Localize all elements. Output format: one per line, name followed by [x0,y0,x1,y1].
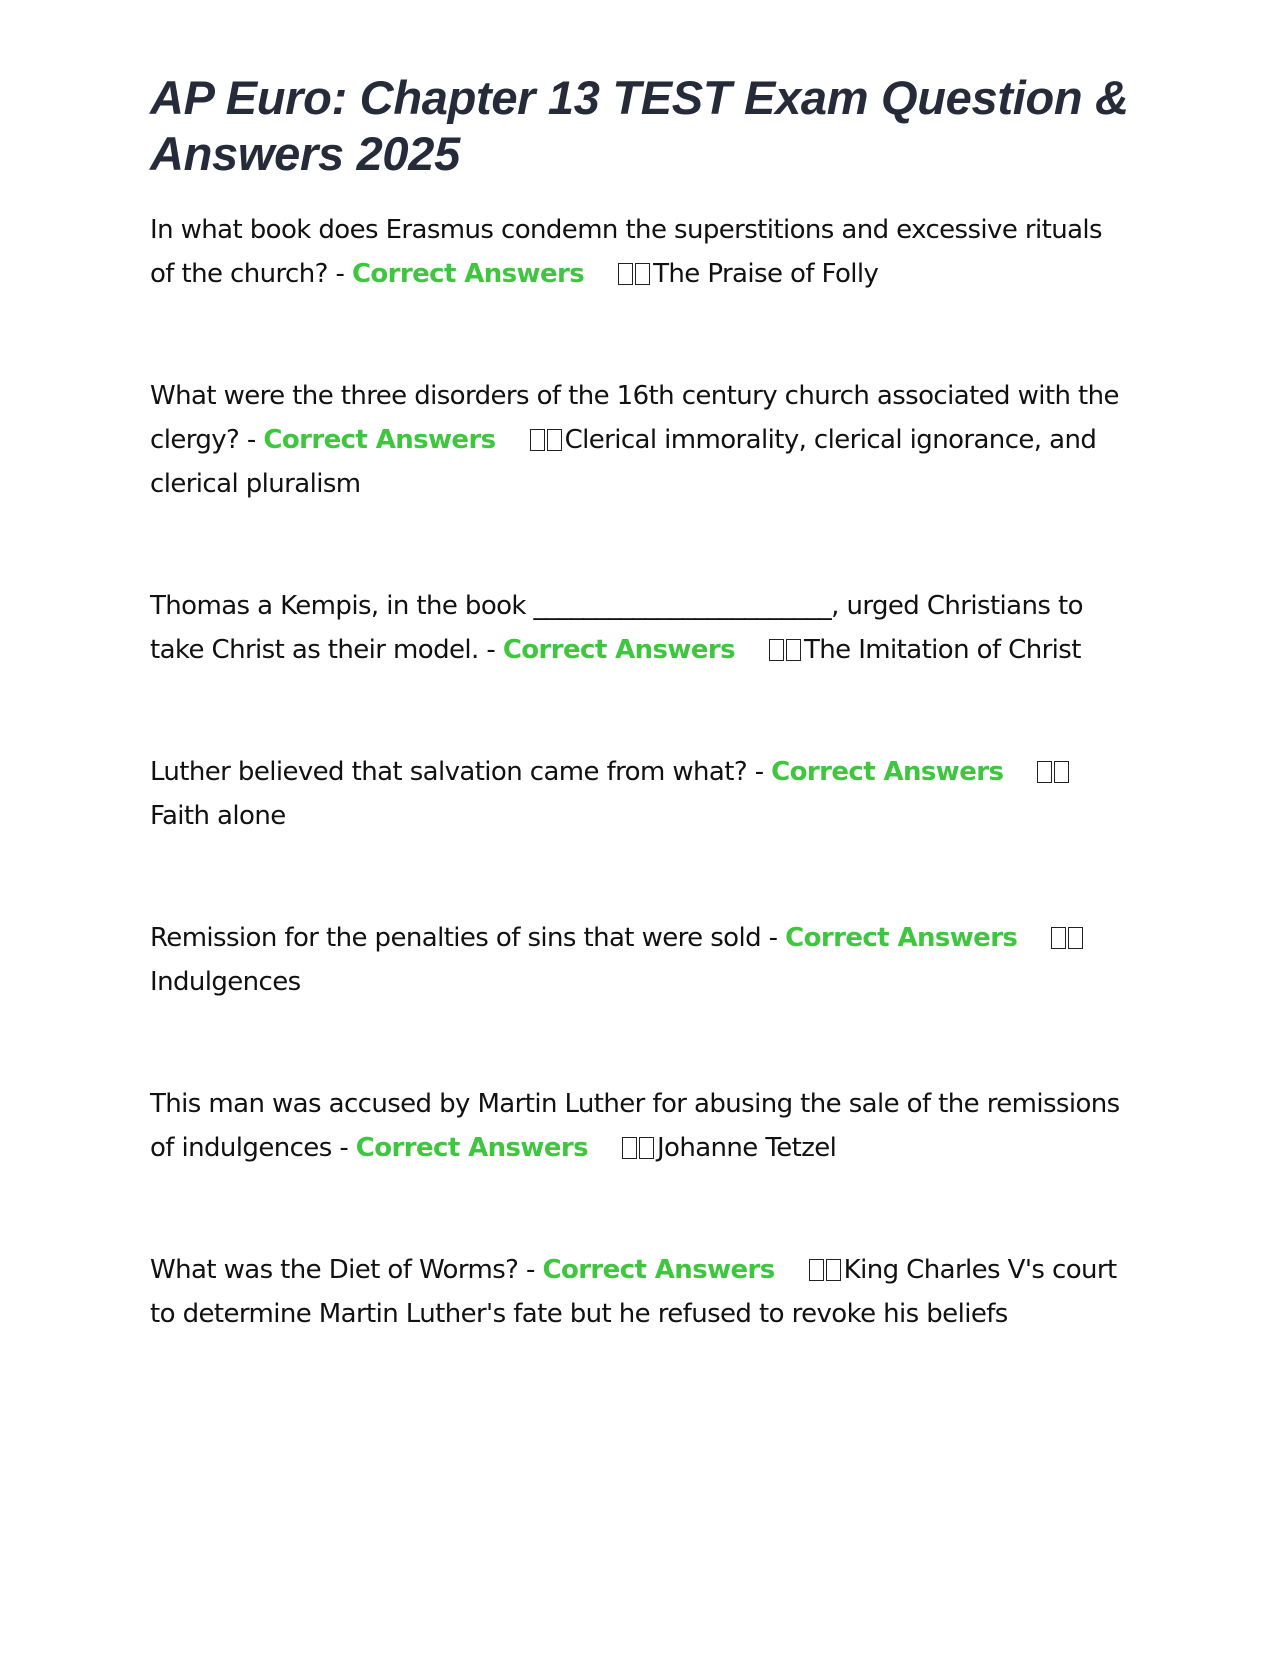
qa-item [150,1082,1130,1170]
answer-text: Faith alone [150,801,286,831]
correct-answers-label: Correct Answers [263,425,496,455]
answer-text: The Praise of Folly [653,259,879,289]
qa-item [150,374,1130,506]
missing-glyph-icon [1037,761,1052,783]
missing-glyph-icon [769,639,784,661]
qa-item [150,1248,1130,1336]
missing-glyph-icon [622,1137,637,1159]
qa-item [150,584,1130,672]
correct-answers-label: Correct Answers [351,259,585,289]
missing-glyph-icon [618,263,633,285]
separator: - [761,923,786,953]
missing-glyph-icon [1068,927,1083,949]
separator: - [239,425,264,455]
missing-glyph-icon [639,1137,654,1159]
missing-glyph-icon [826,1259,841,1281]
question-text: Remission for the penalties of sins that were sold [150,923,761,953]
missing-glyph-icon [547,429,562,451]
document-page [150,70,1130,1336]
question-text: In what book does Erasmus condemn the superstitions and excessive rituals of the church? [150,215,1102,289]
qa-item [150,916,1130,1004]
answer-text: Johanne Tetzel [656,1133,837,1163]
missing-glyph-icon [786,639,801,661]
qa-item [150,208,1130,296]
page-title: AP Euro: Chapter 13 TEST Exam Question & Answers 2025 [150,71,1129,180]
missing-glyph-icon [530,429,545,451]
answer-text: The Imitation of Christ [804,635,1081,665]
question-text: What was the Diet of Worms? [150,1255,519,1285]
answer-text: Indulgences [150,967,301,997]
correct-answers-label: Correct Answers [355,1133,588,1163]
correct-answers-label: Correct Answers [502,635,735,665]
question-text: Luther believed that salvation came from what? [150,757,748,787]
answer-text: Clerical immorality, clerical ignorance, and clerical pluralism [150,425,1097,499]
question-text: Thomas a Kempis, in the book ________________________, urged Christians to take Christ as their model. [150,591,1083,665]
qa-item [150,750,1130,838]
question-text: This man was accused by Martin Luther for abusing the sale of the remissions of indulgences [150,1089,1120,1163]
missing-glyph-icon [635,263,650,285]
missing-glyph-icon [1051,927,1066,949]
separator: - [478,635,503,665]
answer-text: King Charles V's court to determine Martin Luther's fate but he refused to revoke his beliefs [150,1255,1117,1329]
missing-glyph-icon [1054,761,1069,783]
separator: - [331,1133,356,1163]
correct-answers-label: Correct Answers [785,923,1018,953]
missing-glyph-icon [809,1259,824,1281]
question-text: What were the three disorders of the 16th century church associated with the clergy? [150,381,1119,455]
correct-answers-label: Correct Answers [771,757,1004,787]
separator: - [327,259,352,289]
separator: - [518,1255,543,1285]
separator: - [747,757,772,787]
correct-answers-label: Correct Answers [542,1255,775,1285]
